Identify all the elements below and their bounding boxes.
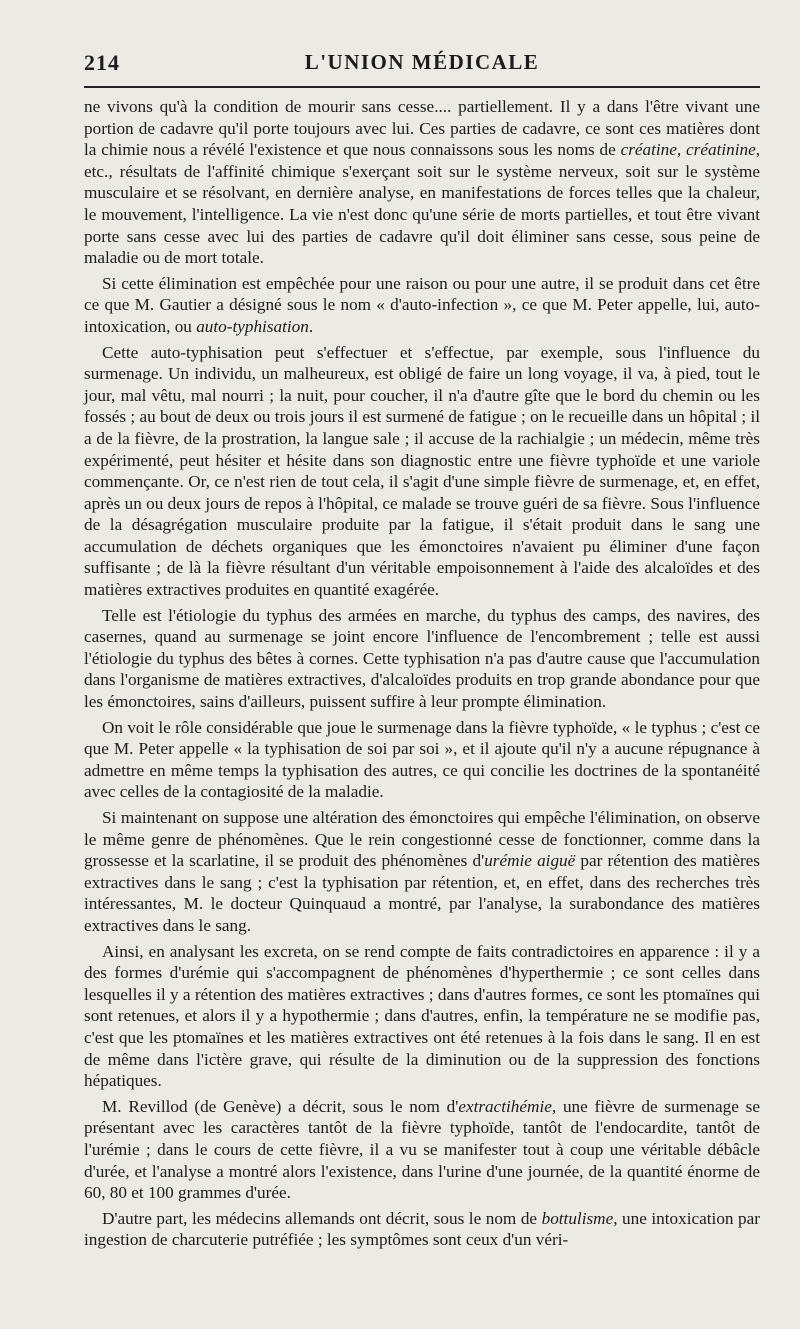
text-run: Si cette élimination est empêchée pour une raison ou pour une autre, il se produit dans cet être ce que M. Gautier a désigné sous le nom « d'auto-infection », ce que M. Peter appelle, lui, auto-intoxication, ou: [84, 273, 760, 336]
paragraph: [84, 941, 760, 1092]
text-run: D'autre part, les médecins allemands ont décrit, sous le nom de: [102, 1208, 542, 1228]
text-run: On voit le rôle considérable que joue le surmenage dans la fièvre typhoïde, « le typhus ; c'est ce que M. Peter appelle « la typhisation de soi par soi », et il ajoute qu'il n'y a aucune répugnance à admettre en même temps la typhisation des autres, ce qui concilie les doctrines de la spontanéité avec celles de la contagiosité de la maladie.: [84, 717, 760, 802]
text-run: M. Revillod (de Genève) a décrit, sous le nom d': [102, 1096, 459, 1116]
text-run: Cette auto-typhisation peut s'effectuer et s'effectue, par exemple, sous l'influence du surmenage. Un individu, un malheureux, est obligé de faire un long voyage, il va, à pied, tout le jour, mal vêtu, mal nourri ; la nuit, pour coucher, il n'a d'autre gîte que le bord du chemin ou les fossés ; au bout de deux ou trois jours il est surmené de fatigue ; on le recueille dans un hôpital ; il a de la fièvre, de la prostration, la langue sale ; il accuse de la rachialgie ; un médecin, même très expérimenté, peut hésiter et hésite dans son diagnostic entre une fièvre typhoïde et une variole commençante. Or, ce n'est rien de tout cela, il s'agit d'une simple fièvre de surmenage, et, en effet, après un ou deux jours de repos à l'hôpital, ce malade se trouve guéri de sa fièvre. Sous l'influence de la désagrégation musculaire produite par la fatigue, il s'était produit dans le sang une accumulation de déchets organiques que les émonctoires n'avaient pu éliminer d'une façon suffisante ; de là la fièvre résultant d'un véritable empoisonnement à l'aide des alcaloïdes et des matières extractives produites en quantité exagérée.: [84, 342, 760, 600]
page-number: 214: [84, 50, 120, 75]
header-rule: [84, 86, 760, 88]
paragraph: [84, 605, 760, 713]
italic-term: extractihémie: [458, 1096, 552, 1116]
italic-term: bottulisme: [541, 1208, 614, 1228]
italic-term: créatinine: [686, 140, 756, 160]
text-run: Telle est l'étiologie du typhus des armées en marche, du typhus des camps, des navires, des casernes, quand au surmenage se joint encore l'influence de l'encombrement ; telle est aussi l'étiologie du typhus des bêtes à cornes. Cette typhisation n'a pas d'autre cause que l'accumulation dans l'organisme de matières extractives, d'alcaloïdes produits en trop grande abondance pour que les émonctoires, sains d'ailleurs, puissent suffire à leur prompte élimination.: [84, 605, 760, 712]
paragraph: [84, 1096, 760, 1204]
text-run: , une fièvre de surmenage se présentant avec les caractères tantôt de la fièvre typhoïde, tantôt de l'endocardite, tantôt de l'urémie ; dans le cours de cette fièvre, il a vu se manifester tout à coup une véritable débâcle d'urée, et l'analyse a montré alors l'existence, dans l'urine d'une journée, de la quantité énorme de 60, 80 et 100 grammes d'urée.: [84, 1096, 760, 1203]
text-run: Si maintenant on suppose une altération des émonctoires qui empêche l'élimination, on observe le même genre de phénomènes. Que le rein congestionné cesse de fonctionner, comme dans la grossesse et la scarlatine, il se produit des phénomènes d': [84, 808, 760, 871]
italic-term: auto-typhisation: [196, 316, 309, 336]
italic-term: créatine: [620, 140, 677, 160]
text-run: ne vivons qu'à la condition de mourir sans cesse.... partiellement. Il y a dans l'être vivant une portion de cadavre qu'il porte toujours avec lui. Ces parties de cadavre, ce sont ces matières dont la chimie nous a révélé l'existence et que nous connaissons sous les noms de: [84, 97, 760, 160]
italic-term: urémie aiguë: [484, 851, 576, 871]
text-run: , etc., résultats de l'affinité chimique s'exerçant soit sur le système nerveux, soit sur le système musculaire et se résolvant, en dernière analyse, en manifestations de forces telles que la chaleur, le mouvement, l'intelligence. La vie n'est donc qu'une série de morts partielles, et tout être vivant porte sans cesse avec lui des parties de cadavre qu'il doit éliminer sans cesse, sous peine de maladie ou de mort totale.: [84, 140, 761, 268]
text-run: par rétention des matières extractives dans le sang ; c'est la typhisation par rétention, et, en effet, dans des recherches très intéressantes, M. le docteur Quinquaud a montré, par l'analyse, la surabondance des matières extractives dans le sang.: [84, 851, 760, 935]
text-run: Ainsi, en analysant les excreta, on se rend compte de faits contradictoires en apparence : il y a des formes d'urémie qui s'accompagnent de phénomènes d'hyperthermie ; ce sont celles dans lesquelles il y a rétention des matières extractives ; dans d'autres formes, ce sont les ptomaïnes qui sont retenues, et alors il y a hypothermie ; dans d'autres, enfin, la température ne se modifie pas, c'est que les ptomaïnes et les matières extractives ont été retenues à la fois dans le sang. Il en est de même dans l'ictère grave, qui résulte de la diminution ou de la suppression des fonctions hépatiques.: [84, 941, 760, 1091]
paragraph: [84, 717, 760, 803]
text-run: , une intoxication par ingestion de charcuterie putréfiée ; les symptômes sont ceux d'un véri-: [84, 1208, 760, 1250]
paragraph: [84, 1208, 760, 1251]
page-header: [84, 50, 760, 80]
article-body: [84, 96, 760, 1251]
text-run: ,: [676, 140, 687, 160]
paragraph: [84, 807, 760, 937]
running-title: L'UNION MÉDICALE: [304, 50, 540, 74]
paragraph: [84, 96, 760, 269]
paragraph: [84, 342, 760, 601]
paragraph: [84, 273, 760, 338]
text-run: .: [308, 316, 314, 336]
